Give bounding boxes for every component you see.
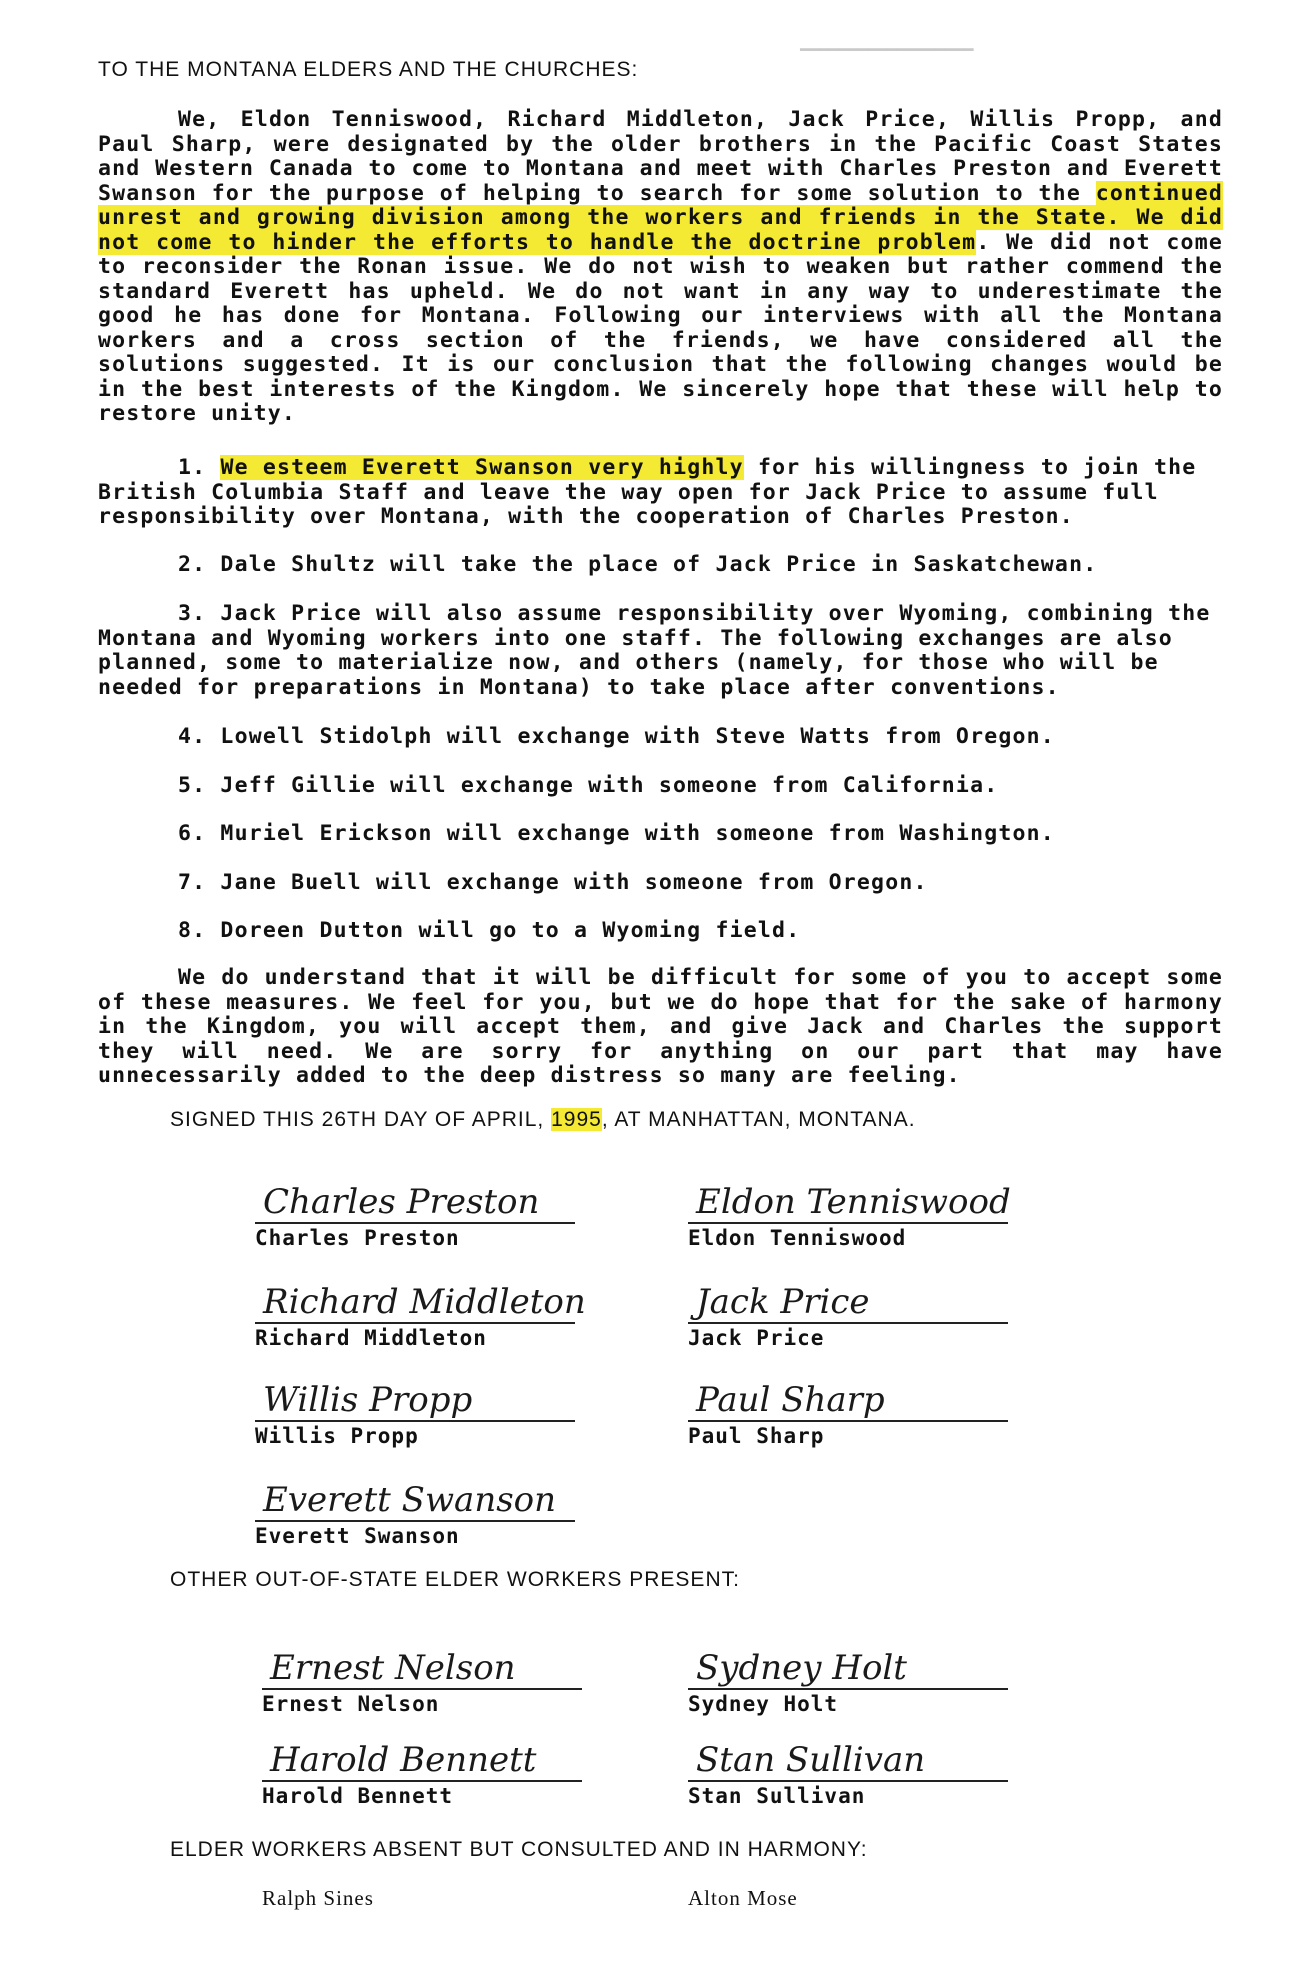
list-item-1: 1. We esteem Everett Swanson very highly for his willingness to join the British Columbia Staff and leave the way open for Jack Price to assume full responsibility over Montana, with the cooperation of Charles Preston. — [98, 455, 1197, 529]
signature-block — [255, 1282, 595, 1350]
intro-paragraph — [98, 108, 1223, 427]
signatory-name: Everett Swanson — [255, 1524, 460, 1548]
signature-block — [255, 1380, 595, 1448]
signatory-name: Ernest Nelson — [262, 1692, 440, 1716]
handwritten-signature: Ernest Nelson — [270, 1648, 516, 1688]
signatory-name: Willis Propp — [255, 1424, 419, 1448]
signatory-name: Charles Preston — [255, 1226, 460, 1250]
intro-text-2: . We did not come to reconsider the Ronan issue. We do not wish to weaken but rather commend the standard Everett has upheld. We do not want in any way to underestimate the good he has done for Montana. Following our interviews with all the Montana workers and a cross section of the friends, we have considered all the solutions suggested. It is our conclusion that the following changes would be in the best interests of the Kingdom. We sincerely hope that these will help to restore unity. — [98, 229, 1223, 426]
list-item: 8. Doreen Dutton will go to a Wyoming field. — [178, 918, 801, 943]
absent-worker-name: Ralph Sines — [262, 1886, 374, 1910]
signatory-name: Richard Middleton — [255, 1326, 487, 1350]
handwritten-signature: Stan Sullivan — [696, 1740, 926, 1780]
item-1-highlight: We esteem Everett Swanson very highly — [220, 455, 744, 480]
signature-block — [688, 1648, 1028, 1716]
handwritten-signature: Sydney Holt — [696, 1648, 907, 1688]
signature-block — [255, 1480, 595, 1548]
signatory-name: Eldon Tenniswood — [688, 1226, 907, 1250]
list-item: 5. Jeff Gillie will exchange with someone from California. — [178, 773, 999, 798]
list-item: 7. Jane Buell will exchange with someone from Oregon. — [178, 870, 928, 895]
handwritten-signature: Paul Sharp — [696, 1380, 885, 1420]
signatory-name: Jack Price — [688, 1326, 825, 1350]
handwritten-signature: Richard Middleton — [263, 1282, 586, 1322]
absent-workers-heading: ELDER WORKERS ABSENT BUT CONSULTED AND IN HARMONY: — [170, 1838, 868, 1861]
closing-paragraph: We do understand that it will be difficult for some of you to accept some of these measures. We feel for you, but we do hope that for the sake of harmony in the Kingdom, you will accept them, and give Jack and Charles the support they will need. We are sorry for anything on our part that may have unnecessarily added to the deep distress so many are feeling. — [98, 965, 1223, 1088]
handwritten-signature: Willis Propp — [263, 1380, 473, 1420]
signature-block — [688, 1282, 1028, 1350]
intro-highlight: continued unrest and growing division among the workers and friends in the State. We did not come to hinder the efforts to handle the doctrine problem — [98, 180, 1223, 255]
signatory-name: Paul Sharp — [688, 1424, 825, 1448]
signatory-name: Sydney Holt — [688, 1692, 839, 1716]
handwritten-signature: Jack Price — [696, 1282, 870, 1322]
signature-block — [688, 1740, 1028, 1808]
list-item: 2. Dale Shultz will take the place of Jack Price in Saskatchewan. — [178, 552, 1098, 577]
handwritten-signature: Eldon Tenniswood — [696, 1182, 1011, 1222]
list-item: 4. Lowell Stidolph will exchange with Steve Watts from Oregon. — [178, 724, 1055, 749]
list-item: 3. Jack Price will also assume responsibility over Wyoming, combining the Montana and Wyoming workers into one staff. The following exchanges are also planned, some to materialize now, and others (namely, for those who will be needed for preparations in Montana) to take place after conventions. — [98, 601, 1211, 700]
signature-block — [262, 1740, 602, 1808]
handwritten-signature: Charles Preston — [263, 1182, 540, 1222]
signatory-name: Stan Sullivan — [688, 1784, 866, 1808]
signature-block — [255, 1182, 595, 1250]
intro-text-1: We, Eldon Tenniswood, Richard Middleton, Jack Price, Willis Propp, and Paul Sharp, were designated by the older brothers in the Pacific Coast States and Western Canada to come to Montana and meet with Charles Preston and Everett Swanson for the purpose of helping to search for some solution to the — [98, 107, 1223, 206]
absent-worker-name: Alton Mose — [688, 1886, 798, 1910]
salutation: TO THE MONTANA ELDERS AND THE CHURCHES: — [98, 58, 639, 81]
signature-block — [688, 1380, 1028, 1448]
signature-block — [688, 1182, 1028, 1250]
other-workers-heading: OTHER OUT-OF-STATE ELDER WORKERS PRESENT: — [170, 1568, 740, 1591]
bleed-through: ━━━━━━━━━━━━━━━━━━ — [800, 42, 974, 60]
handwritten-signature: Harold Bennett — [270, 1740, 537, 1780]
handwritten-signature: Everett Swanson — [263, 1480, 557, 1520]
signatory-name: Harold Bennett — [262, 1784, 454, 1808]
year-highlight: 1995 — [551, 1108, 602, 1131]
signature-block — [262, 1648, 602, 1716]
signature-date-line: SIGNED THIS 26TH DAY OF APRIL, 1995, AT MANHATTAN, MONTANA. — [170, 1108, 916, 1131]
list-item: 6. Muriel Erickson will exchange with someone from Washington. — [178, 821, 1055, 846]
